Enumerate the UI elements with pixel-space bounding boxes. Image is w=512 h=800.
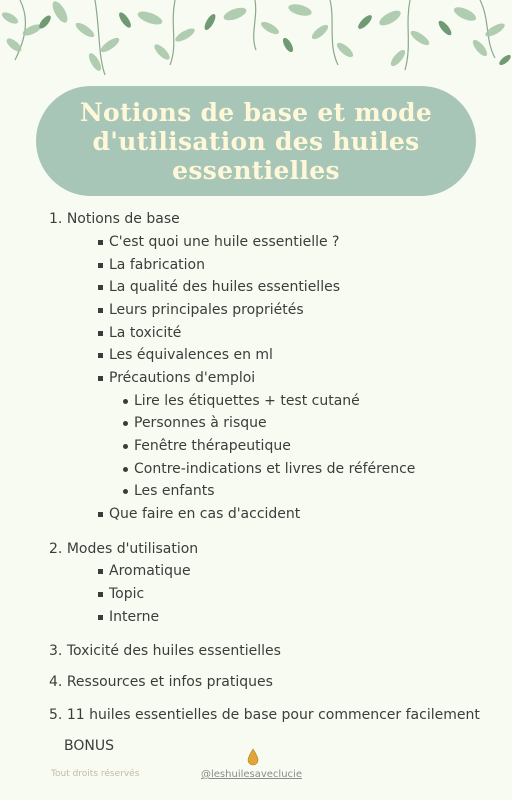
section-4 bbox=[49, 673, 273, 691]
dot-bullet-icon bbox=[123, 399, 128, 404]
square-bullet-icon bbox=[98, 512, 103, 517]
page-title: Notions de base et mode d'utilisation des huiles essentielles bbox=[79, 97, 433, 185]
bonus-label: BONUS bbox=[64, 738, 114, 754]
section-2 bbox=[49, 540, 198, 558]
section-number: 3. bbox=[49, 643, 63, 659]
square-bullet-icon bbox=[98, 263, 103, 268]
section-label: Ressources et infos pratiques bbox=[66, 674, 273, 690]
square-bullet-icon bbox=[98, 285, 103, 290]
square-bullet-icon bbox=[98, 240, 103, 245]
list-item: C'est quoi une huile essentielle ? bbox=[109, 234, 340, 250]
section-1 bbox=[49, 210, 180, 228]
oil-drop-icon bbox=[247, 748, 259, 766]
list-item: Leurs principales propriétés bbox=[109, 302, 304, 318]
list-item: La toxicité bbox=[109, 325, 182, 341]
square-bullet-icon bbox=[98, 569, 103, 574]
section-number: 4. bbox=[49, 674, 63, 690]
sub-list-item: Contre-indications et livres de référence bbox=[134, 461, 416, 477]
list-item: La qualité des huiles essentielles bbox=[109, 279, 340, 295]
square-bullet-icon bbox=[98, 308, 103, 313]
section-number: 1. bbox=[49, 211, 63, 227]
section-label: Toxicité des huiles essentielles bbox=[66, 643, 281, 659]
section-label: 11 huiles essentielles de base pour commencer facilement bbox=[66, 707, 480, 723]
list-item: Topic bbox=[109, 586, 145, 602]
sub-list-item: Fenêtre thérapeutique bbox=[134, 438, 291, 454]
square-bullet-icon bbox=[98, 615, 103, 620]
section-3 bbox=[49, 642, 281, 660]
section-label: Modes d'utilisation bbox=[66, 541, 199, 557]
section-number: 5. bbox=[49, 707, 63, 723]
list-item: Les équivalences en ml bbox=[109, 347, 273, 363]
section-label: Notions de base bbox=[66, 211, 180, 227]
square-bullet-icon bbox=[98, 331, 103, 336]
dot-bullet-icon bbox=[123, 444, 128, 449]
list-item: Précautions d'emploi bbox=[109, 370, 256, 386]
social-handle-link[interactable]: @leshuilesaveclucie bbox=[201, 769, 302, 780]
section-5 bbox=[49, 706, 480, 724]
list-item: Interne bbox=[109, 609, 160, 625]
square-bullet-icon bbox=[98, 353, 103, 358]
dot-bullet-icon bbox=[123, 467, 128, 472]
title-banner bbox=[36, 86, 476, 196]
square-bullet-icon bbox=[98, 592, 103, 597]
eucalyptus-leaves-decoration bbox=[0, 0, 512, 85]
sub-list-item: Les enfants bbox=[134, 483, 215, 499]
dot-bullet-icon bbox=[123, 421, 128, 426]
square-bullet-icon bbox=[98, 376, 103, 381]
copyright-text: Tout droits réservés bbox=[51, 769, 140, 779]
list-item: La fabrication bbox=[109, 257, 205, 273]
list-item: Que faire en cas d'accident bbox=[109, 506, 301, 522]
sub-list-item: Personnes à risque bbox=[134, 415, 267, 431]
sub-list-item: Lire les étiquettes + test cutané bbox=[134, 393, 360, 409]
dot-bullet-icon bbox=[123, 489, 128, 494]
section-number: 2. bbox=[49, 541, 63, 557]
list-item: Aromatique bbox=[109, 563, 191, 579]
